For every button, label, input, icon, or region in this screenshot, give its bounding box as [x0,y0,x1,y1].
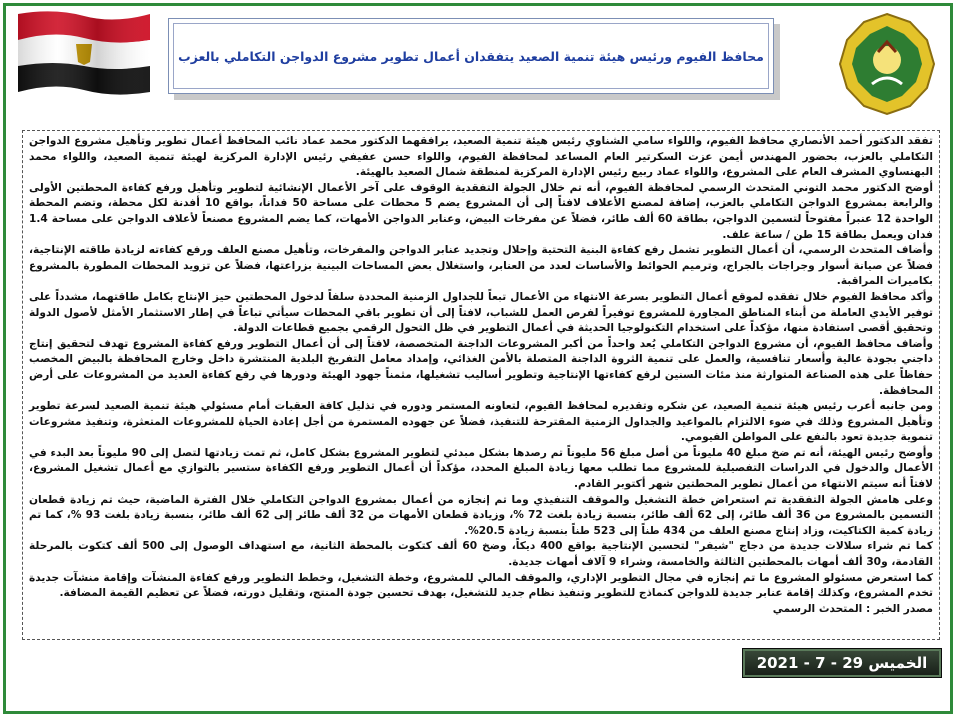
article-paragraph: وأضاف المتحدث الرسمي، أن أعمال التطوير تشمل رفع كفاءة البنية التحتية وإحلال وتجديد عنابر الدواجن والمفرخات، وتأهيل مصنع العلف ورفع كفاءته لزيادة طاقته الإنتاجية، فضلاً عن صيانة أسوار وجراجات بالجراج، وترميم الحوائط والأساسات لعدد من العنابر، واستغلال بعض المساحات البينية بزراعتها، فضلاً عن تزويد المحطات المطورة بالمشروع بكاميرات المراقبة. [29,244,933,288]
article-paragraph: وأكد محافظ الفيوم خلال تفقده لموقع أعمال التطوير بسرعة الانتهاء من الأعمال تبعاً للجداول الزمنية المحددة سلفاً لدخول المحطتين حيز الإنتاج بكامل طاقتهما، مشدداً على توفير الأيدي العاملة من أبناء المناطق المجاورة للمشروع توفيراً لفرص العمل للشباب، لافتاً إلى أن تطوير باقي المحطات سيأتي تباعاً في إطار الاستثمار الأمثل لأصول الدولة وتحقيق أقصى استفادة منها، مؤكداً على استخدام التكنولوجيا الحديثة في أعمال التطوير في ظل التحول الرقمي بجميع قطاعات الدولة. [29,290,933,335]
article-paragraph: أوضح الدكتور محمد التوني المتحدث الرسمي لمحافظة الفيوم، أنه تم خلال الجولة التفقدية الوقوف على آخر الأعمال الإنشائية لتطوير وتأهيل ورفع كفاءة المحطتين الأولى والرابعة بمشروع الدواجن التكاملي بالعزب، إضافة لمصنع الأعلاف لافتاً إلى أن المشروع يضم 5 محطات على مساحة 50 فداناً، بواقع 10 أفدنة لكل محطة، وتضم المحطة الواحدة 12 عنبراً مفتوحاً لتسمين الدواجن، بطاقة 60 ألف طائر، فضلاً عن مفرخات البيض، وعنابر الدواجن الأمهات، كما يضم المشروع مصنعاً لأعلاف الدواجن على مساحة 1.4 فدان ويعمل بطاقة 15 طن / ساعة علف. [29,181,933,241]
article-paragraph: ومن جانبه أعرب رئيس هيئة تنمية الصعيد، عن شكره وتقديره لمحافظ الفيوم، لتعاونه المستمر ودوره في تذليل كافة العقبات أمام مسئولي هيئة تنمية الصعيد لسرعة تطوير وتأهيل المشروع وذلك في ضوء الالتزام بالمواعيد والجداول الزمنية المقترحة للتنفيذ، فضلاً عن جهوده المستمرة من أجل إعادة الحياة للمشروعات المتعثرة، وتنفيذ مشروعات تنموية جديدة تعود بالنفع على المواطن الفيومي. [29,400,933,444]
article-body [29,134,933,617]
article-paragraph: وأضاف محافظ الفيوم، أن مشروع الدواجن التكاملي يُعد واحداً من أكبر المشروعات الداجنة المتخصصة، لافتاً إلى أن أعمال التطوير ورفع كفاءة المشروع تهدف لتحقيق إنتاج داجني بجودة عالية وأسعار تنافسية، والعمل على تنمية الثروة الداجنة المتصلة بالأمن الغذائي، وإمداد معامل التفريخ البلدية المنتشرة داخل وخارج المحافظة بالبيض المخصب حفاظاً على هذه الصناعة المتوارثة منذ مئات السنين لرفع كفاءتها الإنتاجية وتطوير أساليب تشغيلها، مثمناً جهود الهيئة ودورها في رفع كفاءة العديد من المشروعات على أرض المحافظة. [29,337,933,397]
publish-date: الخميس 29 - 7 - 2021 [756,654,928,672]
article-paragraph: وعلى هامش الجولة التفقدية تم استعراض خطة التشغيل والموقف التنفيذي وما تم إنجازه من أعمال بمشروع الدواجن التكاملي خلال الفترة الماضية، حيث تم زيادة قطعان التسمين بالمشروع من 36 ألف طائر، إلى 62 ألف طائر، بنسبة زيادة بلغت 72 %، وزيادة قطعان الأمهات من 32 ألف طائر إلى 62 ألف طائر، بنسبة زيادة بلغت 93 %، كما تم زيادة كمية الكتاكيت، وزاد إنتاج مصنع العلف من 434 طناً إلى 523 طناً بنسبة زيادة 20.5%. [29,493,933,537]
article-paragraph: تفقد الدكتور أحمد الأنصاري محافظ الفيوم، واللواء سامي الشناوي رئيس هيئة تنمية الصعيد، يرافقهما الدكتور محمد عماد نائب المحافظ أعمال تطوير وتأهيل مشروع الدواجن التكاملي بالعزب، بحضور المهندس أيمن عزت السكرتير العام المساعد لمحافظة الفيوم، واللواء حسن عفيفي رئيس الإدارة المركزية لهيئة تنمية الصعيد، واللواء محمد البهنساوي المشرف العام على المشروع، واللواء عماد ربيع رئيس الإدارة المركزية لمنطقة شمال الصعيد بالهيئة. [29,135,933,179]
organization-emblem-icon [832,12,942,116]
title-box [168,18,774,94]
article-box [22,130,940,640]
article-paragraph: وأوضح رئيس الهيئة، أنه تم ضخ مبلغ 40 مليوناً من أصل مبلغ 56 مليوناً تم رصدها بشكل مبدئي لتطوير المشروع بشكل كامل، ثم تمت زيادتها لتصل إلى 90 مليوناً بعد البدء في الأعمال والدخول في الدراسات التفصيلية للمشروع مما تطلب معها زيادة المبلغ المحدد، مؤكداً أن أعمال التطوير ورفع الكفاءة ستسير بالتوازي مع أعمال تشغيل المشروع، لافتاً أنه سيتم الانتهاء من أعمال تطوير المحطتين شهر أكتوبر القادم. [29,446,933,491]
article-paragraph: كما استعرض مسئولو المشروع ما تم إنجازه في مجال التطوير الإداري، والموقف المالي للمشروع، وخطة التشغيل، وخطط التطوير ورفع كفاءة المنشآت وإقامة منشآت جديدة تخدم المشروع، وكذلك إقامة عنابر جديدة للدواجن كنماذج للتطوير وتنفيذ نظام جديد للتشغيل، بهدف تحسين جودة المنتج، وتقليل دورته، فضلاً عن تعظيم القيمة المضافة. [29,571,933,600]
page-title: محافظ الفيوم ورئيس هيئة تنمية الصعيد يتفقدان أعمال تطوير مشروع الدواجن التكاملي بالعزب [178,48,764,64]
news-source: مصدر الخبر : المتحدث الرسمي [772,602,933,615]
egypt-flag-icon [14,8,154,98]
article-paragraph: كما تم شراء سلالات جديدة من دجاج "شيفر" لتحسين الإنتاجية بواقع 400 ديكاً، وضخ 60 ألف كتكوت بالمحطة الثانية، مع استهداف الوصول إلى 500 ألف كتكوت بالمرحلة القادمة، و30 ألف أمهات بالمحطتين الثالثة والخامسة، وشراء 9 آلاف أمهات جديدة. [29,540,933,569]
date-badge [742,648,942,678]
